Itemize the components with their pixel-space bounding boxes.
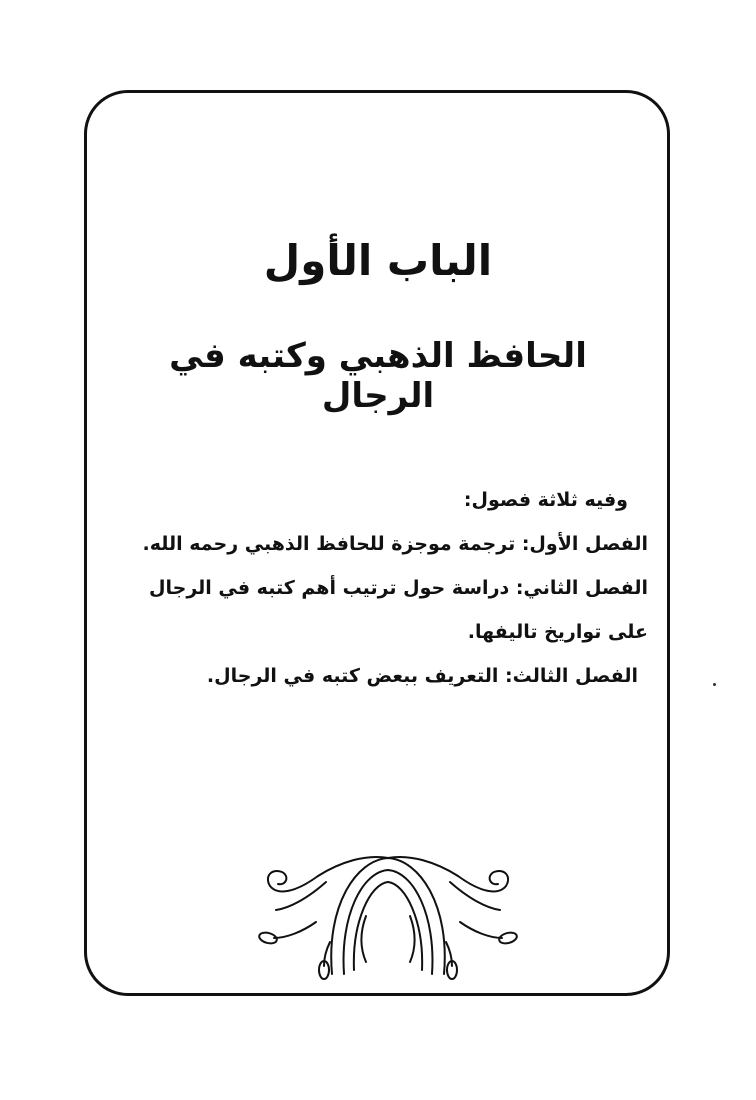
chapter-entry	[112, 654, 648, 698]
chapter-label: الفصل الثالث:	[505, 665, 638, 687]
chapter-list	[112, 478, 648, 698]
chapter-text: التعريف ببعض كتبه في الرجال.	[206, 665, 499, 687]
chapter-label: الفصل الثاني:	[515, 577, 648, 599]
floral-flourish-icon	[256, 846, 520, 980]
chapter-label: الفصل الأول:	[521, 533, 648, 555]
part-title: الباب الأول	[263, 236, 493, 285]
chapter-text: دراسة حول ترتيب أهم كتبه في الرجال على تواريخ تاليفها.	[149, 577, 648, 643]
chapter-entry	[112, 522, 648, 566]
chapter-entry	[112, 566, 648, 654]
chapter-text: ترجمة موجزة للحافظ الذهبي رحمه الله.	[142, 533, 516, 555]
intro-text: وفيه ثلاثة فصول:	[463, 489, 628, 511]
part-subtitle: الحافظ الذهبي وكتبه في الرجال	[169, 336, 587, 416]
scan-speck	[713, 683, 716, 686]
